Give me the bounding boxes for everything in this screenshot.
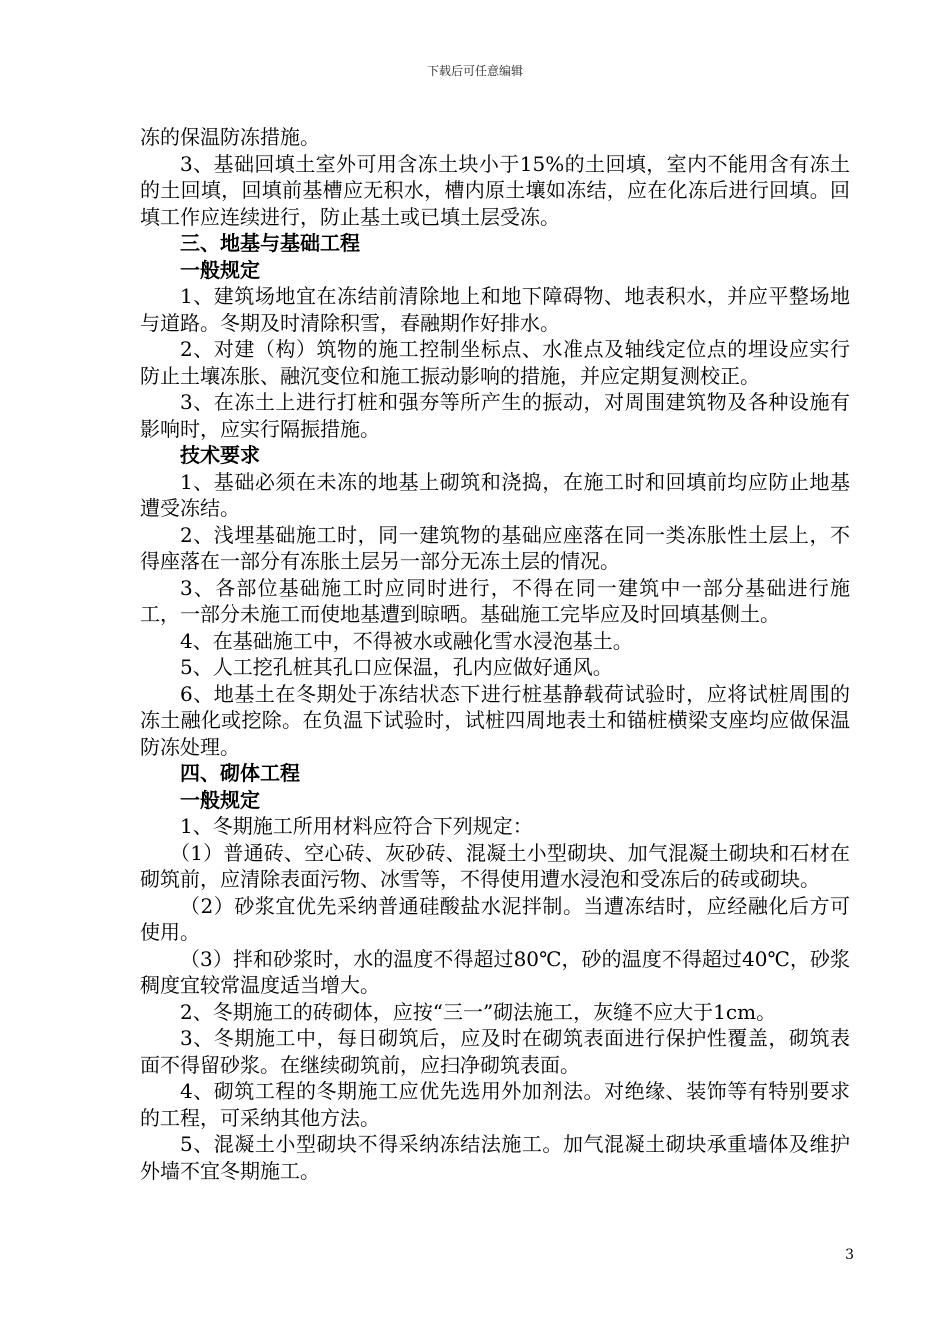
paragraph: 1、冬期施工所用材料应符合下列规定：: [180, 814, 533, 838]
paragraph: 1、基础必须在未冻的地基上砌筑和浇捣，在施工时和回填前均应防止地基遭受冻结。: [140, 469, 850, 520]
page-header: 下载后可任意编辑: [426, 64, 523, 78]
paragraph: （3）拌和砂浆时，水的温度不得超过80℃，砂的温度不得超过40℃，砂浆稠度宜较常温度适当增大。: [140, 946, 850, 997]
section-heading: 一般规定: [180, 257, 260, 282]
paragraph: 1、建筑场地宜在冻结前清除地上和地下障碍物、地表积水，并应平整场地与道路。冬期及时清除积雪，春融期作好排水。: [140, 284, 850, 335]
section-heading: 技术要求: [180, 443, 260, 467]
paragraph: 3、在冻土上进行打桩和强夯等所产生的振动，对周围建筑物及各种设施有影响时，应实行隔振措施。: [140, 390, 850, 441]
paragraph: （2）砂浆宜优先采纳普通硅酸盐水泥拌制。当遭冻结时，应经融化后方可使用。: [140, 893, 850, 944]
paragraph: 5、混凝土小型砌块不得采纳冻结法施工。加气混凝土砌块承重墙体及维护外墙不宜冬期施工。: [140, 1132, 850, 1183]
paragraph: 3、冬期施工中，每日砌筑后，应及时在砌筑表面进行保护性覆盖，砌筑表面不得留砂浆。在继续砌筑前，应扫净砌筑表面。: [140, 1026, 850, 1077]
paragraph: 2、冬期施工的砖砌体，应按“三一”砌法施工，灰缝不应大于1cm。: [180, 999, 777, 1024]
paragraph: 冻的保温防冻措施。: [140, 125, 320, 149]
paragraph: 5、人工挖孔桩其孔口应保温，孔内应做好通风。: [180, 655, 613, 679]
page-number: 3: [845, 1247, 854, 1263]
paragraph: 3、各部位基础施工时应同时进行，不得在同一建筑中一部分基础进行施工，一部分未施工而使地基遭到晾晒。基础施工完毕应及时回填基侧土。: [140, 575, 850, 626]
section-heading: 三、地基与基础工程: [180, 231, 360, 255]
paragraph: 2、对建（构）筑物的施工控制坐标点、水准点及轴线定位点的埋设应实行防止土壤冻胀、融沉变位和施工振动影响的措施，并应定期复测校正。: [140, 337, 850, 388]
paragraph: 4、砌筑工程的冬期施工应优先选用外加剂法。对绝缘、装饰等有特别要求的工程，可采纳其他方法。: [140, 1079, 850, 1130]
paragraph: 3、基础回填土室外可用含冻土块小于15%的土回填，室内不能用含有冻土的土回填，回填前基槽应无积水，槽内原土壤如冻结，应在化冻后进行回填。回填工作应连续进行，防止基土或已填土层受冻。: [140, 151, 850, 229]
document-body: [140, 124, 850, 1184]
paragraph: 2、浅埋基础施工时，同一建筑物的基础应座落在同一类冻胀性土层上，不得座落在一部分有冻胀土层另一部分无冻土层的情况。: [140, 522, 850, 573]
section-heading: 四、砌体工程: [180, 761, 300, 785]
paragraph: 4、在基础施工中，不得被水或融化雪水浸泡基土。: [180, 628, 633, 653]
section-heading: 一般规定: [180, 787, 260, 812]
paragraph: 6、地基土在冬期处于冻结状态下进行桩基静载荷试验时，应将试桩周围的冻土融化或挖除。在负温下试验时，试桩四周地表土和锚桩横梁支座均应做保温防冻处理。: [140, 681, 850, 759]
paragraph: （1）普通砖、空心砖、灰砂砖、混凝土小型砌块、加气混凝土砌块和石材在砌筑前，应清除表面污物、冰雪等，不得使用遭水浸泡和受冻后的砖或砌块。: [140, 840, 850, 891]
